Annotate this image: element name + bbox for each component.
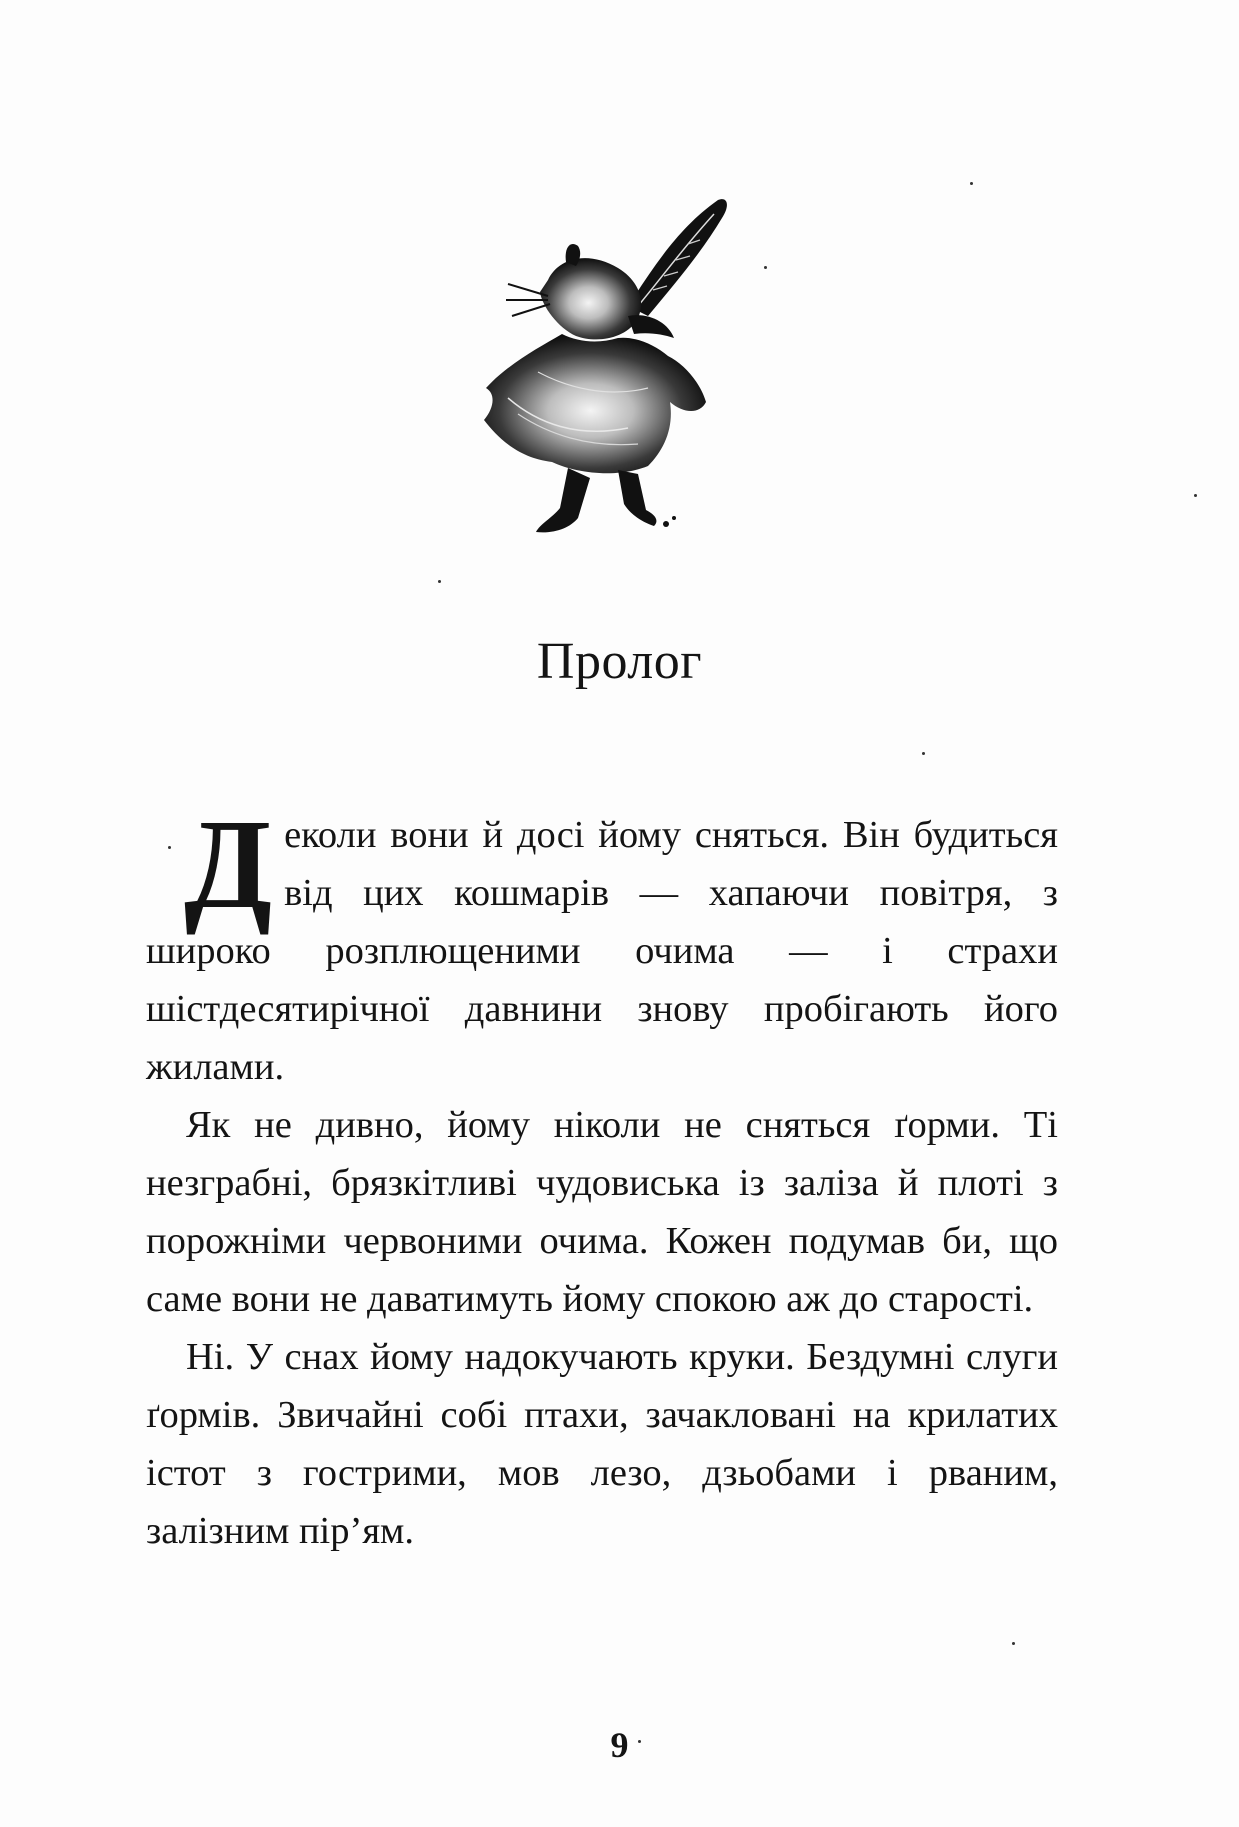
page-number: 9 <box>610 1725 629 1765</box>
scan-speck <box>1012 1642 1015 1645</box>
paragraph-2: Як не дивно, йому ніколи не сняться ґорми. Ті незграбні, брязкітливі чудовиська із заліза й плоті з порожніми червоними очима. Кожен подумав би, що саме вони не даватимуть йому спокою аж до старості. <box>146 1104 1058 1320</box>
scan-speck <box>970 182 973 185</box>
paragraph-3: Ні. У снах йому надокучають круки. Бездумні слуги ґормів. Звичайні собі птахи, зачакловані на крилатих істот з гострими, мов лезо, дзьобами і рваним, залізним пір’ям. <box>146 1336 1058 1552</box>
scan-speck <box>764 266 767 269</box>
paragraph-1 <box>146 793 1058 1096</box>
drop-cap: Д <box>184 793 273 935</box>
paragraph-1-text: еколи вони й досі йому сняться. Він будиться від цих кошмарів — хапаючи повітря, з широко розплющеними очима — і страхи шістдесятирічної давнини знову пробігають його жилами. <box>146 814 1058 1088</box>
scan-speck <box>1194 494 1197 497</box>
scan-speck <box>438 580 441 583</box>
chapter-title: Пролог <box>536 633 703 690</box>
chapter-body <box>146 793 1058 1560</box>
rat-warrior-silhouette-icon <box>478 188 738 548</box>
scan-speck <box>638 1740 641 1743</box>
scan-speck <box>168 846 171 849</box>
scan-speck <box>922 752 925 755</box>
